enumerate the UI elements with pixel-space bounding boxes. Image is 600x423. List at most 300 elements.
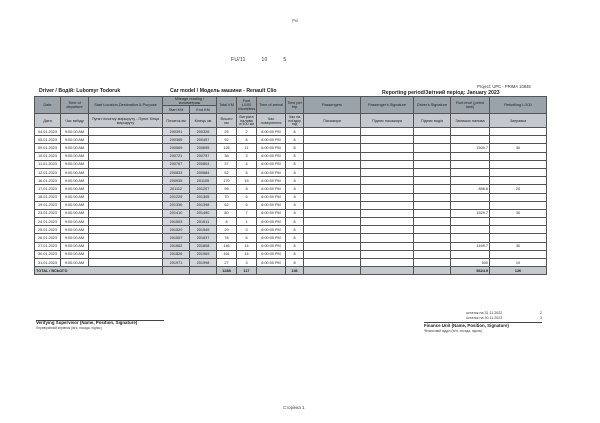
row-date: 11.01.2023 [35,160,61,168]
row-start-km: 200767 [163,160,190,168]
row-route [89,136,163,144]
row-hours: 8 [286,136,304,144]
table-row [35,152,547,160]
row-driver-signature [414,250,451,258]
total-row [35,267,547,275]
row-start-km: 201971 [163,259,190,267]
row-route [89,193,163,201]
col-end-km-ua: Кінець км [190,114,217,128]
col-passenger-signature-ua: Підпис пасажира [361,114,414,128]
mark-2: 10 [261,57,268,63]
row-fuel: 8 [237,185,257,193]
row-hours: 8 [286,218,304,226]
total-hours: 136 [286,267,304,275]
table-row [35,242,547,250]
row-fuel-level [451,201,490,209]
row-route [89,152,163,160]
total-section [35,267,547,275]
col-time-per-trip: Time per trip [286,97,304,114]
row-arrival: 6:00:00 PM [257,152,286,160]
row-arrival: 6:00:00 PM [257,128,286,136]
row-hours: 8 [286,185,304,193]
col-driver-signature-ua: Підпис водія [414,114,451,128]
row-date: 05.01.2023 [35,136,61,144]
row-route [89,259,163,267]
col-refuel: Refuelling L/100 [490,97,547,114]
row-arrival: 6:00:00 PM [257,136,286,144]
row-passenger-signature [361,177,414,185]
col-total-km: Total KM [217,97,237,114]
row-total-km: 29 [217,226,237,234]
row-hours: 8 [286,152,304,160]
row-route [89,234,163,242]
finance-title: Finance Unit (Name, Position, Signature) [424,323,509,328]
total-end-empty [190,267,217,275]
row-route [89,144,163,152]
row-refuel [490,226,547,234]
row-fuel: 14 [237,242,257,250]
row-refuel: 10 [490,259,547,267]
row-driver-signature [414,160,451,168]
row-time: 9:00:00 AM [61,250,89,258]
page-footer: Сторінка 1 [283,405,305,410]
row-date: 26.01.2023 [35,234,61,242]
row-time: 9:00:00 AM [61,152,89,160]
table-row [35,193,547,201]
row-driver-signature [414,201,451,209]
col-time-per-trip-ua: Час на поїздку год [286,114,304,128]
total-pass-sig-empty [361,267,414,275]
row-refuel [490,168,547,176]
row-arrival: 6:00:00 PM [257,193,286,201]
row-route [89,242,163,250]
table-row [35,250,547,258]
col-time-arrival-ua: Час повернення [257,114,286,128]
table-row [35,160,547,168]
row-fuel: 8 [237,136,257,144]
row-refuel [490,160,547,168]
total-start-empty [163,267,190,275]
row-start-km: 200935 [163,177,190,185]
remainder-value-1: 2 [540,311,542,315]
row-passengers [304,193,361,201]
table-row [35,128,547,136]
row-time: 9:00:00 AM [61,144,89,152]
row-total-km: 8 [217,218,237,226]
row-route [89,209,163,217]
row-passengers [304,136,361,144]
row-fuel-level [451,234,490,242]
mark-1: FU/11 [231,57,246,63]
row-date: 18.01.2023 [35,193,61,201]
col-mileage: Mileage reading / километраж [163,97,217,106]
row-total-km: 62 [217,201,237,209]
row-total-km: 161 [217,250,237,258]
row-hours: 8 [286,168,304,176]
row-arrival: 6:00:00 PM [257,226,286,234]
row-hours: 8 [286,209,304,217]
row-end-km: 201808 [190,242,217,250]
col-total-km-ua: Всього км [217,114,237,128]
row-time: 9:00:00 AM [61,242,89,250]
row-arrival: 6:00:00 PM [257,218,286,226]
row-passenger-signature [361,259,414,267]
car-model-label: Car model / Модель машини - Renault Clio [170,88,277,94]
row-fuel: 6 [237,193,257,201]
row-hours: 8 [286,160,304,168]
row-driver-signature [414,193,451,201]
row-fuel: 6 [237,201,257,209]
row-date: 12.01.2023 [35,168,61,176]
row-start-km: 201520 [163,226,190,234]
row-arrival: 6:00:00 PM [257,177,286,185]
row-time: 9:00:00 AM [61,128,89,136]
row-fuel-level: 1529.7 [451,209,490,217]
row-end-km: 201969 [190,250,217,258]
row-fuel: 15 [237,177,257,185]
row-refuel [490,201,547,209]
row-passenger-signature [361,218,414,226]
supervisor-subtitle: Перевіряючий керівник (ім'я, посада, підпис) [36,326,102,330]
row-passengers [304,209,361,217]
row-arrival: 6:00:00 PM [257,209,286,217]
row-refuel [490,218,547,226]
row-time: 9:00:00 AM [61,177,89,185]
row-total-km: 92 [217,136,237,144]
row-arrival: 6:00:00 PM [257,250,286,258]
row-start-km: 201225 [163,193,190,201]
row-end-km: 200804 [190,160,217,168]
row-fuel: 5 [237,168,257,176]
row-total-km: 27 [217,259,237,267]
row-fuel-level [451,193,490,201]
row-date: 17.01.2023 [35,185,61,193]
total-arrival-empty [257,267,286,275]
row-start-km: 201410 [163,209,190,217]
table-row [35,226,547,234]
row-time: 9:00:00 AM [61,234,89,242]
row-fuel: 3 [237,259,257,267]
row-total-km: 78 [217,234,237,242]
total-fuel-level: 5624.9 [451,267,490,275]
row-fuel: 6 [237,234,257,242]
row-refuel [490,193,547,201]
row-fuel: 7 [237,209,257,217]
row-date: 04.01.2023 [35,128,61,136]
row-time: 9:00:00 AM [61,193,89,201]
row-passengers [304,234,361,242]
row-passengers [304,218,361,226]
handwritten-marks [231,57,300,63]
row-route [89,177,163,185]
row-time: 9:00:00 AM [61,226,89,234]
row-refuel: 30 [490,242,547,250]
row-total-km: 170 [217,177,237,185]
col-refuel-ua: Заправка [490,114,547,128]
row-arrival: 6:00:00 PM [257,160,286,168]
row-passenger-signature [361,136,414,144]
total-km: 1288 [217,267,237,275]
row-total-km: 37 [217,160,237,168]
col-driver-signature: Driver's Signature [414,97,451,114]
row-total-km: 36 [217,152,237,160]
row-time: 9:00:00 AM [61,136,89,144]
row-passengers [304,128,361,136]
row-passengers [304,160,361,168]
table-row [35,144,547,152]
total-fuel: 117 [237,267,257,275]
table-row [35,218,547,226]
row-passenger-signature [361,160,414,168]
row-date: 19.01.2023 [35,201,61,209]
col-time-ua: Час виїзду [61,114,89,128]
row-end-km: 200326 [190,128,217,136]
row-start-km: 200833 [163,168,190,176]
row-refuel: 30 [490,144,547,152]
col-route: Start Location-Destination & Purpose [89,97,163,114]
table-row [35,136,547,144]
table-row [35,201,547,209]
row-passenger-signature [361,185,414,193]
row-end-km: 201549 [190,226,217,234]
row-fuel: 3 [237,152,257,160]
row-hours: 8 [286,259,304,267]
row-refuel [490,136,547,144]
row-passengers [304,259,361,267]
row-hours: 8 [286,144,304,152]
driver-label: Driver / Водій: Lubomyr Todoruk [39,88,121,94]
row-fuel-level: 500 [451,259,490,267]
row-end-km: 201207 [190,185,217,193]
row-route [89,250,163,258]
row-hours: 8 [286,226,304,234]
row-route [89,185,163,193]
row-start-km: 201557 [163,234,190,242]
row-arrival: 6:00:00 PM [257,201,286,209]
row-fuel: 1 [237,218,257,226]
row-fuel-level: 1499.7 [451,242,490,250]
row-refuel [490,250,547,258]
row-driver-signature [414,226,451,234]
row-passenger-signature [361,168,414,176]
row-total-km: 25 [217,128,237,136]
row-passenger-signature [361,250,414,258]
row-passenger-signature [361,193,414,201]
row-date: 31.01.2023 [35,259,61,267]
row-passengers [304,177,361,185]
table-row [35,168,547,176]
row-refuel: 20 [490,185,547,193]
row-route [89,226,163,234]
supervisor-title: Verifying Supervisor (Name, Position, Signature) [36,320,138,325]
remainder-value-2: 3 [540,316,542,320]
row-fuel-level: 856.6 [451,185,490,193]
col-passenger-signature: Passenger's Signature [361,97,414,114]
row-passenger-signature [361,144,414,152]
row-route [89,168,163,176]
row-route [89,128,163,136]
row-end-km: 201305 [190,193,217,201]
trip-log-table [34,96,547,275]
row-passenger-signature [361,209,414,217]
row-total-km: 52 [217,168,237,176]
row-passengers [304,168,361,176]
table-row [35,177,547,185]
row-start-km: 200391 [163,128,190,136]
row-driver-signature [414,209,451,217]
top-mark: Ркі [292,18,298,23]
table-row [35,259,547,267]
row-end-km: 201637 [190,234,217,242]
row-time: 9:00:00 AM [61,185,89,193]
row-time: 9:00:00 AM [61,209,89,217]
row-fuel-level [451,168,490,176]
row-route [89,160,163,168]
row-fuel-level [451,128,490,136]
row-route [89,218,163,226]
row-refuel: 30 [490,209,547,217]
row-driver-signature [414,259,451,267]
row-time: 9:00:00 AM [61,160,89,168]
row-passengers [304,152,361,160]
row-fuel-level [451,136,490,144]
row-refuel [490,234,547,242]
row-fuel-level [451,160,490,168]
row-refuel [490,152,547,160]
row-date: 23.01.2023 [35,209,61,217]
row-passenger-signature [361,234,414,242]
col-route-ua: Пункт початку маршруту - Пункт Кінця маршруту [89,114,163,128]
col-fuel-ua: Витрата палива л/100 км [237,114,257,128]
row-arrival: 6:00:00 PM [257,185,286,193]
row-passenger-signature [361,226,414,234]
row-arrival: 6:00:00 PM [257,234,286,242]
row-start-km: 201662 [163,242,190,250]
row-start-km: 201826 [163,250,190,258]
table-row [35,234,547,242]
row-start-km: 201336 [163,201,190,209]
row-driver-signature [414,177,451,185]
row-refuel [490,128,547,136]
row-hours: 8 [286,128,304,136]
col-passengers-ua: Пасажири [304,114,361,128]
col-time-arrival: Time of arrival [257,97,286,114]
col-passengers: Passengers [304,97,361,114]
row-end-km: 200884 [190,168,217,176]
trip-rows [35,128,547,267]
row-end-km: 200757 [190,152,217,160]
row-passenger-signature [361,152,414,160]
row-fuel: 3 [237,226,257,234]
row-start-km: 200721 [163,152,190,160]
col-start-km-ua: Початок км [163,114,190,128]
row-fuel-level [451,250,490,258]
row-passengers [304,144,361,152]
row-arrival: 6:00:00 PM [257,242,286,250]
row-start-km: 200365 [163,136,190,144]
row-hours: 8 [286,201,304,209]
row-passenger-signature [361,242,414,250]
row-driver-signature [414,136,451,144]
row-route [89,201,163,209]
header-row-en [35,97,547,106]
row-time: 9:00:00 AM [61,168,89,176]
row-end-km: 201398 [190,201,217,209]
row-passengers [304,242,361,250]
project-label: Project: UPC - PRIMA 10846 [477,84,531,89]
row-end-km: 200695 [190,144,217,152]
row-total-km: 70 [217,193,237,201]
row-hours: 8 [286,250,304,258]
row-fuel-level [451,218,490,226]
row-date: 30.01.2023 [35,250,61,258]
table-row [35,209,547,217]
row-hours: 8 [286,177,304,185]
header-row-ua [35,114,547,128]
row-passengers [304,201,361,209]
row-total-km: 95 [217,185,237,193]
total-passengers-empty [304,267,361,275]
row-time: 9:00:00 AM [61,259,89,267]
mark-3: 5 [283,57,287,63]
row-fuel: 2 [237,128,257,136]
row-fuel-level: 1500.7 [451,144,490,152]
row-driver-signature [414,152,451,160]
row-start-km: 201503 [163,218,190,226]
row-fuel-level [451,226,490,234]
row-passenger-signature [361,128,414,136]
row-date: 25.01.2023 [35,226,61,234]
row-passenger-signature [361,201,414,209]
row-total-km: 126 [217,144,237,152]
col-fuel: Fuel L/100 kilometers [237,97,257,114]
row-hours: 8 [286,242,304,250]
row-fuel-level [451,177,490,185]
row-hours: 8 [286,193,304,201]
col-time: Time of departure [61,97,89,114]
row-date: 10.01.2023 [35,152,61,160]
row-driver-signature [414,234,451,242]
finance-subtitle: Фінансовий відділ (ім'я, посада, підпис) [424,329,483,333]
row-date: 09.01.2023 [35,144,61,152]
row-driver-signature [414,144,451,152]
row-driver-signature [414,185,451,193]
row-passengers [304,250,361,258]
row-passengers [304,226,361,234]
row-driver-signature [414,168,451,176]
row-date: 27.01.2023 [35,242,61,250]
row-time: 9:00:00 AM [61,201,89,209]
row-fuel: 14 [237,250,257,258]
col-fuel-level-ua: Залишок палива [451,114,490,128]
col-start-km: Start KM [163,106,190,114]
row-fuel: 11 [237,144,257,152]
row-time: 9:00:00 AM [61,218,89,226]
row-arrival: 6:00:00 PM [257,168,286,176]
row-end-km: 201998 [190,259,217,267]
row-date: 24.01.2023 [35,218,61,226]
total-refuel: 126 [490,267,547,275]
row-driver-signature [414,218,451,226]
col-fuel-level: Fuel level (petrol tank) [451,97,490,114]
row-total-km: 146 [217,242,237,250]
row-fuel: 4 [237,160,257,168]
row-driver-signature [414,128,451,136]
total-driver-sig-empty [414,267,451,275]
row-fuel-level [451,152,490,160]
row-start-km: 200569 [163,144,190,152]
row-end-km: 201490 [190,209,217,217]
